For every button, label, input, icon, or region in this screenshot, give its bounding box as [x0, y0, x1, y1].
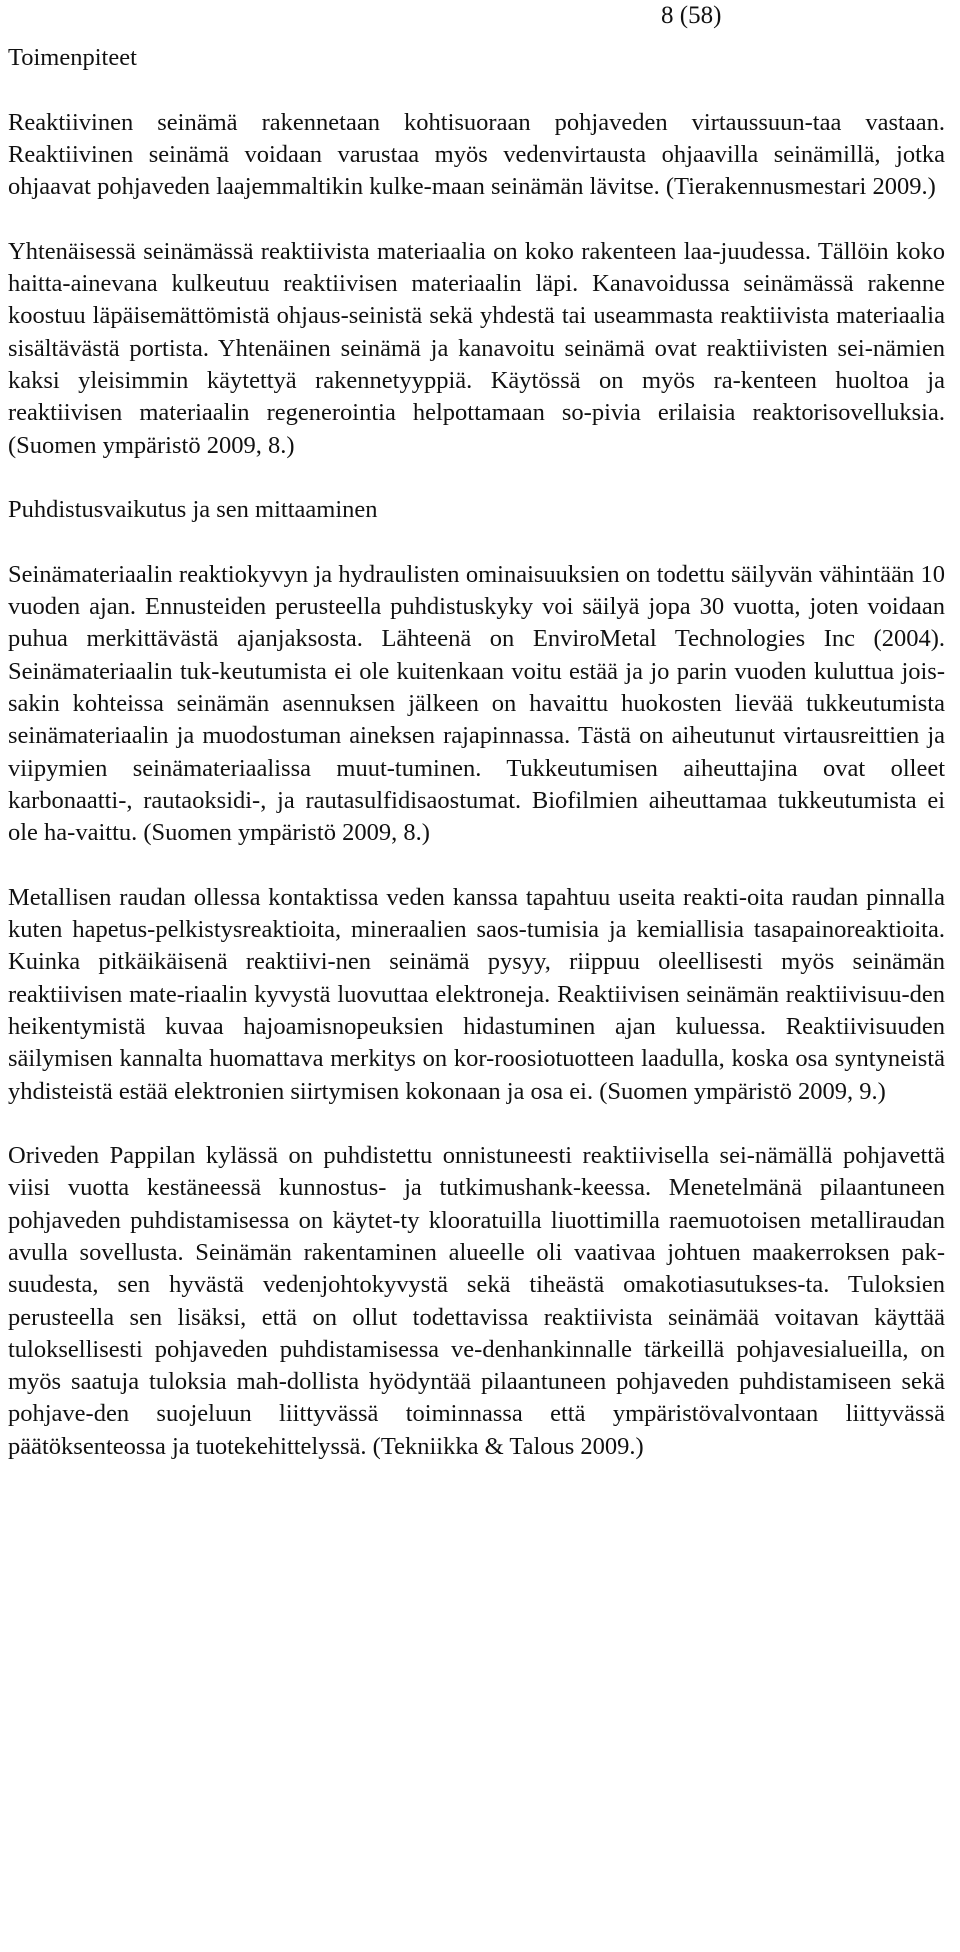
section-heading-puhdistusvaikutus: Puhdistusvaikutus ja sen mittaaminen — [8, 496, 378, 524]
paragraph: Reaktiivinen seinämä rakennetaan kohtisuoraan pohjaveden virtaussuun-taa vastaan. Reaktiivinen seinämä voidaan varustaa myös vedenvirtausta ohjaavilla seinämillä, jotka ohjaavat pohjaveden laajemmaltikin kulke-maan seinämän lävitse. (Tierakennusmestari 2009.) — [8, 108, 945, 201]
page-number: 8 (58) — [661, 2, 722, 29]
paragraph: Oriveden Pappilan kylässä on puhdistettu onnistuneesti reaktiivisella sei-nämällä pohjavettä viisi vuotta kestäneessä kunnostus- ja tutkimushank-keessa. Menetelmänä pilaantuneen pohjaveden puhdistamisessa on käytet-ty klooratuilla liuottimilla raemuotoisen metalliraudan avulla sovellusta. Seinämän rakentaminen alueelle oli vaativaa johtuen maakerroksen pak-suudesta, sen hyvästä vedenjohtokyvystä sekä tiheästä omakotiasutukses-ta. Tuloksien perusteella sen lisäksi, että on ollut todettavissa reaktiivista seinämää voitavan käyttää tuloksellisesti pohjaveden puhdistamisessa ve-denhankinnalle tärkeillä pohjavesialueilla, on myös saatuja tuloksia mah-dollista hyödyntää pilaantuneen pohjaveden puhdistamiseen sekä pohjave-den suojeluun liittyvässä toiminnassa että ympäristövalvontaan liittyvässä päätöksenteossa ja tuotekehittelyssä. (Tekniikka & Talous 2009.) — [8, 1142, 945, 1460]
paragraph: Metallisen raudan ollessa kontaktissa veden kanssa tapahtuu useita reakti-oita raudan pinnalla kuten hapetus-pelkistysreaktioita, mineraalien saos-tumisia ja kemiallisia tasapainoreaktioita. Kuinka pitkäikäisenä reaktiivi-nen seinämä pysyy, riippuu oleellisesti myös seinämän reaktiivisen mate-riaalin kyvystä luovuttaa elektroneja. Reaktiivisen seinämän reaktiivisuu-den heikentymistä kuvaa hajoamisnopeuksien hidastuminen ajan kuluessa. Reaktiivisuuden säilymisen kannalta huomattava merkitys on kor-roosiotuotteen laadulla, koska osa syntyneistä yhdisteistä estää elektronien siirtymisen kokonaan ja osa ei. (Suomen ympäristö 2009, 9.) — [8, 883, 945, 1105]
document-body — [8, 42, 945, 1463]
paragraph: Yhtenäisessä seinämässä reaktiivista materiaalia on koko rakenteen laa-juudessa. Tällöin koko haitta-ainevana kulkeutuu reaktiivisen materiaalin läpi. Kanavoidussa seinämässä rakenne koostuu läpäisemättömistä ohjaus-seinistä sekä yhdestä tai useammasta reaktiivista materiaalia sisältävästä portista. Yhtenäinen seinämä ja kanavoitu seinämä ovat reaktiivisten sei-nämien kaksi yleisimmin käytettyä rakennetyyppiä. Käytössä on myös ra-kenteen huoltoa ja reaktiivisen materiaalin regenerointia helpottamaan so-pivia erilaisia reaktorisovelluksia. (Suomen ympäristö 2009, 8.) — [8, 237, 945, 459]
section-heading-toimenpiteet: Toimenpiteet — [8, 44, 137, 71]
paragraph: Seinämateriaalin reaktiokyvyn ja hydraulisten ominaisuuksien on todettu säilyvän vähintään 10 vuoden ajan. Ennusteiden perusteella puhdistuskyky voi säilyä jopa 30 vuotta, joten voidaan puhua merkittävästä ajanjaksosta. Lähteenä on EnviroMetal Technologies Inc (2004). Seinämateriaalin tuk-keutumista ei ole kuitenkaan voitu estää ja jo parin vuoden kuluttua jois-sakin kohteissa seinämän asennuksen jälkeen on havaittu huokosten lievää tukkeutumista seinämateriaalin ja muodostuman aineksen rajapinnassa. Tästä on aiheutunut virtausreittien ja viipymien seinämateriaalissa muut-tuminen. Tukkeutumisen aiheuttajina ovat olleet karbonaatti-, rautaoksidi-, ja rautasulfidisaostumat. Biofilmien aiheuttamaa tukkeutumista ei ole ha-vaittu. (Suomen ympäristö 2009, 8.) — [8, 560, 945, 847]
